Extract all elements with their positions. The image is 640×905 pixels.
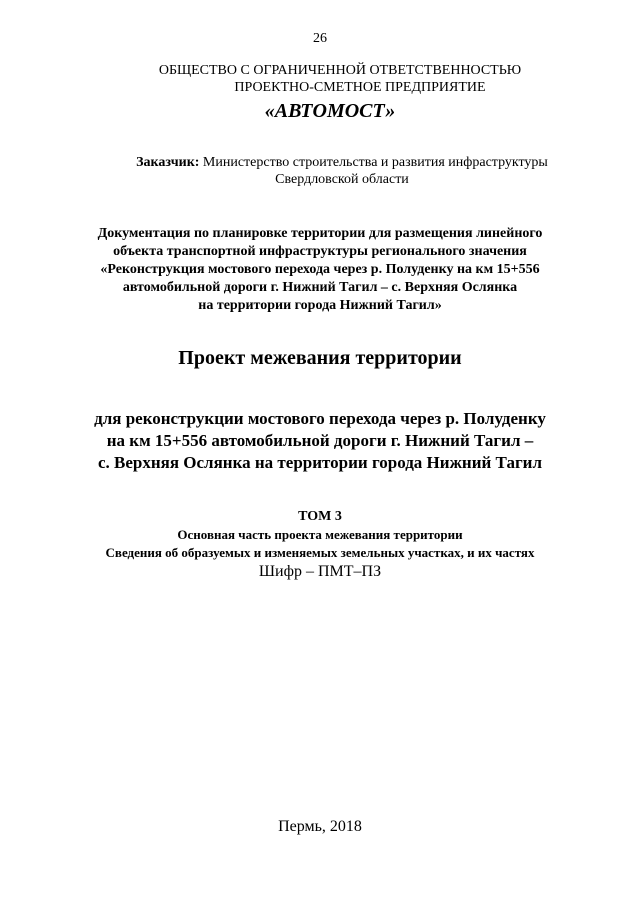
subtitle-line: с. Верхняя Ослянка на территории города Нижний Тагил bbox=[97, 453, 543, 472]
project-title: Проект межевания территории bbox=[178, 347, 462, 369]
documentation-line: Документация по планировке территории для размещения линейного bbox=[97, 226, 543, 241]
organization-line-1: ОБЩЕСТВО С ОГРАНИЧЕННОЙ ОТВЕТСТВЕННОСТЬЮ bbox=[158, 63, 522, 78]
volume-label: ТОМ 3 bbox=[298, 509, 342, 524]
organization-line-2: ПРОЕКТНО-СМЕТНОЕ ПРЕДПРИЯТИЕ bbox=[234, 80, 486, 95]
subtitle-line: на км 15+556 автомобильной дороги г. Нижний Тагил – bbox=[106, 431, 534, 450]
documentation-line: «Реконструкция мостового перехода через р. Полуденку на км 15+556 bbox=[100, 262, 540, 277]
volume-description-1: Основная часть проекта межевания территории bbox=[177, 527, 463, 542]
documentation-line: объекта транспортной инфраструктуры регионального значения bbox=[113, 244, 527, 259]
documentation-line: автомобильной дороги г. Нижний Тагил – с. Верхняя Ослянка bbox=[122, 280, 518, 295]
customer-line-1 bbox=[22, 155, 640, 171]
volume-description-2: Сведения об образуемых и изменяемых земельных участках, и их частях bbox=[105, 545, 535, 560]
documentation-line: на территории города Нижний Тагил» bbox=[198, 298, 442, 313]
document-cipher: Шифр – ПМТ–ПЗ bbox=[258, 563, 382, 580]
subtitle-line: для реконструкции мостового перехода через р. Полуденку bbox=[94, 409, 546, 428]
customer-name: Министерство строительства и развития инфраструктуры bbox=[202, 155, 548, 170]
customer-label: Заказчик: bbox=[136, 155, 200, 170]
page-number: 26 bbox=[313, 31, 327, 46]
organization-name: «АВТОМОСТ» bbox=[264, 100, 396, 122]
place-and-year: Пермь, 2018 bbox=[278, 818, 362, 835]
customer-line-2: Свердловской области bbox=[275, 172, 409, 187]
